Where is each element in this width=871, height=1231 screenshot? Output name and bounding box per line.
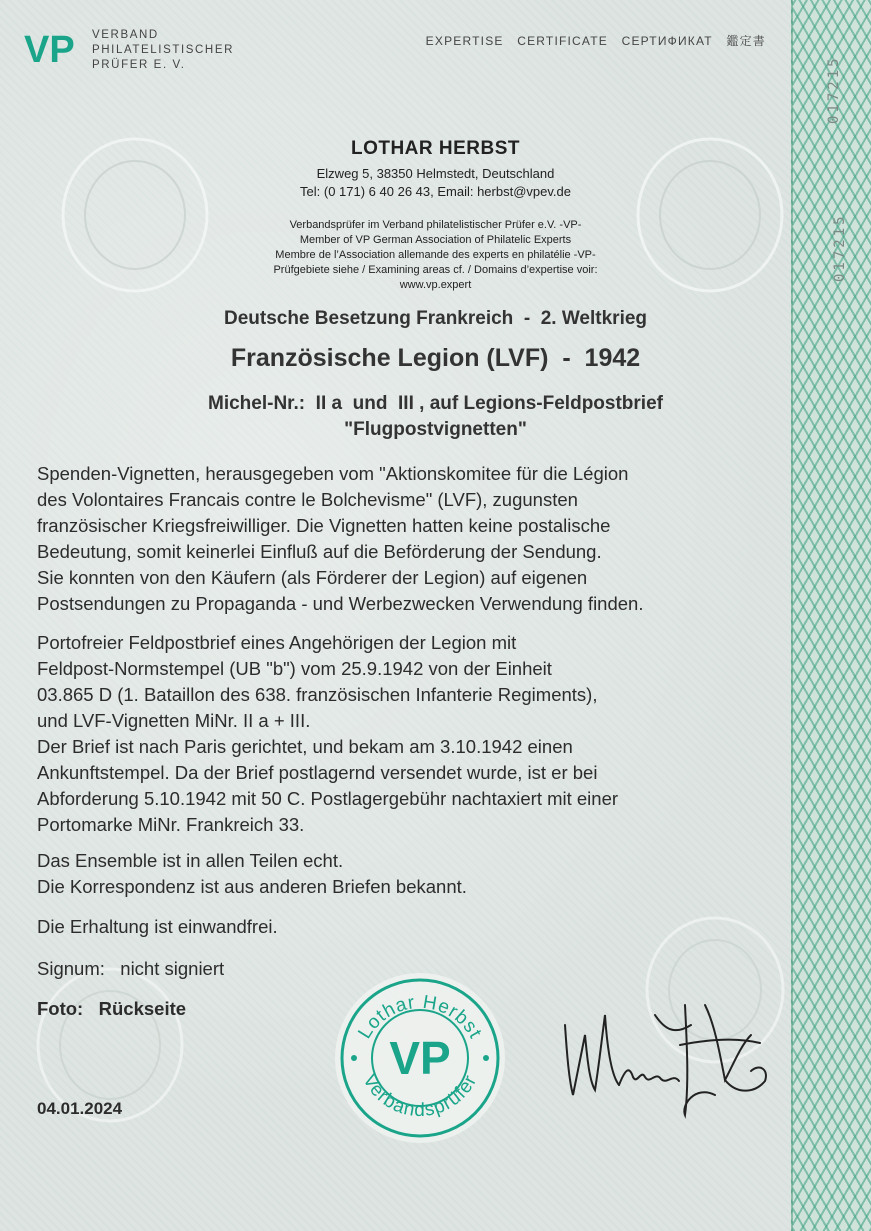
serial-number-top: 017215 (826, 55, 842, 124)
paragraph-description (37, 461, 797, 617)
signum-statement: Signum: nicht signiert (37, 958, 225, 979)
membership-line-2: Member of VP German Association of Philatelic Experts (299, 234, 572, 246)
paragraph-line: Das Ensemble ist in allen Teilen echt. (37, 850, 344, 871)
stamp-center-text: VP (389, 1032, 451, 1084)
examiner-contact: Tel: (0 171) 6 40 26 43, Email: herbst@vpev.de (300, 184, 571, 199)
paragraph-line: Bedeutung, somit keinerlei Einfluß auf die Beförderung der Sendung. (37, 541, 602, 562)
paragraph-line: französischer Kriegsfreiwilliger. Die Vignetten hatten keine postalische (37, 515, 611, 536)
vp-logo (24, 28, 80, 75)
stamp-top-text: Lothar Herbst (354, 991, 486, 1043)
membership-block (0, 218, 871, 293)
paragraph-line: Spenden-Vignetten, herausgegeben vom "Aktionskomitee für die Légion (37, 463, 629, 484)
condition-statement: Die Erhaltung ist einwandfrei. (37, 916, 278, 937)
examiner-address-block (0, 165, 871, 201)
certificate-date: 04.01.2024 (37, 1099, 123, 1118)
photo-statement: Foto: Rückseite (37, 998, 187, 1019)
paragraph-line: Abforderung 5.10.1942 mit 50 C. Postlagergebühr nachtaxiert mit einer (37, 788, 619, 809)
membership-website: www.vp.expert (399, 279, 472, 291)
subject-area: Deutsche Besetzung Frankreich - 2. Weltkrieg (223, 308, 648, 329)
membership-line-1: Verbandsprüfer im Verband philatelistischer Prüfer e.V. -VP- (289, 219, 582, 231)
examiner-stamp (332, 970, 508, 1151)
subject-subtitle: "Flugpostvignetten" (344, 419, 527, 440)
membership-line-3: Membre de l’Association allemande des experts en philatélie -VP- (275, 249, 596, 261)
paragraph-line: Der Brief ist nach Paris gerichtet, und bekam am 3.10.1942 einen (37, 736, 573, 757)
michel-number-line: Michel-Nr.: II a und III , auf Legions-Feldpostbrief (208, 393, 663, 414)
paragraph-line: Die Korrespondenz ist aus anderen Briefen bekannt. (37, 876, 467, 897)
paragraph-line: Sie konnten von den Käufern (als Förderer der Legion) auf eigenen (37, 567, 588, 588)
examiner-name: LOTHAR HERBST (350, 138, 521, 159)
stamp-bottom-text: Verbandsprüfer (358, 1070, 482, 1121)
association-line-2: PHILATELISTISCHER (92, 44, 235, 56)
paragraph-line: Portofreier Feldpostbrief eines Angehörigen der Legion mit (37, 632, 517, 653)
paragraph-line: und LVF-Vignetten MiNr. II a + III. (37, 710, 311, 731)
association-line-1: VERBAND (92, 29, 159, 41)
membership-line-4: Prüfgebiete siehe / Examining areas cf. / Domains d’expertise voir: (273, 264, 598, 276)
association-name (92, 28, 234, 73)
paragraph-item-details (37, 630, 797, 838)
subject-michel (0, 391, 871, 443)
paragraph-line: Ankunftstempel. Da der Brief postlagernd versendet wurde, ist er bei (37, 762, 598, 783)
paragraph-authenticity (37, 848, 797, 900)
paragraph-line: Portomarke MiNr. Frankreich 33. (37, 814, 305, 835)
paragraph-line: Feldpost-Normstempel (UB "b") vom 25.9.1942 von der Einheit (37, 658, 552, 679)
paragraph-line: Postsendungen zu Propaganda - und Werbezwecken Verwendung finden. (37, 593, 644, 614)
subject-title: Französische Legion (LVF) - 1942 (230, 344, 641, 372)
paragraph-line: des Volontaires Francais contre le Bolchevisme" (LVF), zugunsten (37, 489, 578, 510)
certificate-title: EXPERTISE CERTIFICATE СЕРТИФИКАТ 鑑定書 (425, 34, 766, 48)
examiner-address: Elzweg 5, 38350 Helmstedt, Deutschland (316, 166, 555, 181)
association-line-3: PRÜFER E. V. (92, 59, 186, 71)
examiner-signature (555, 985, 775, 1130)
serial-number-middle: 017215 (832, 213, 848, 282)
paragraph-line: 03.865 D (1. Bataillon des 638. französischen Infanterie Regiments), (37, 684, 598, 705)
vp-logo-text: VP (24, 29, 75, 70)
